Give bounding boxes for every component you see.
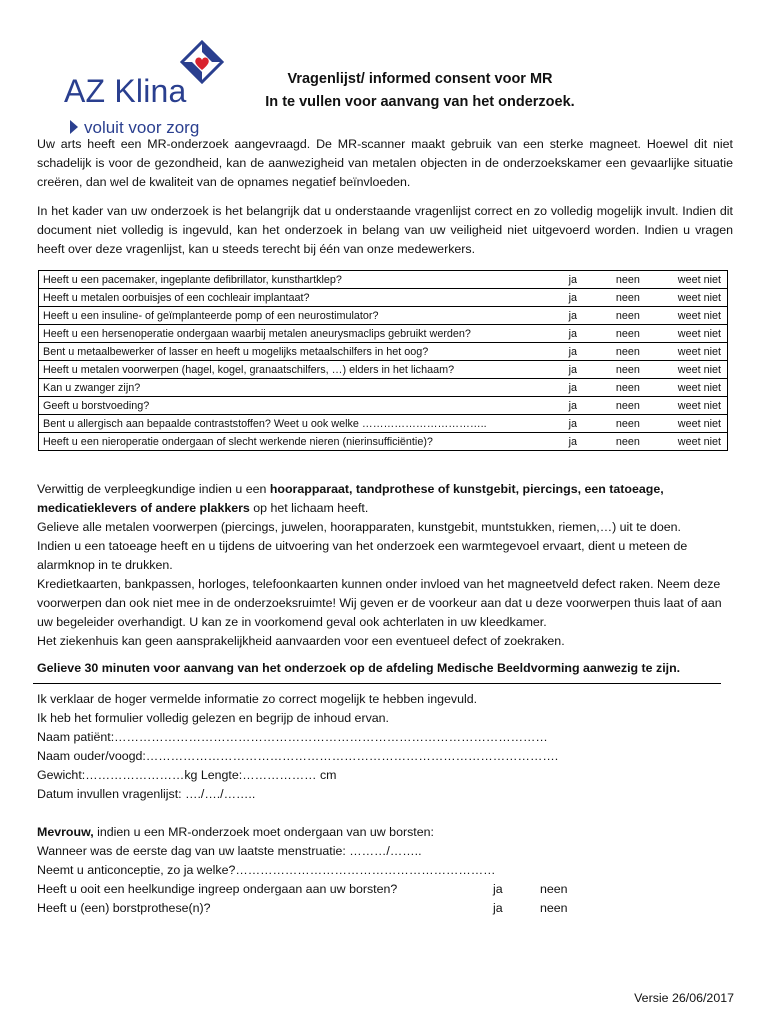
answer-ja[interactable]: ja — [545, 415, 600, 433]
question-text: Heeft u een hersenoperatie ondergaan waarbij metalen aneurysmaclips gebruikt werden? — [39, 325, 546, 343]
answer-ja[interactable]: ja — [545, 361, 600, 379]
surgery-question — [37, 880, 737, 899]
answer-neen[interactable]: neen — [600, 433, 655, 451]
answer-weet-niet[interactable]: weet niet — [656, 271, 728, 289]
answer-weet-niet[interactable]: weet niet — [656, 343, 728, 361]
answer-neen[interactable]: neen — [540, 901, 568, 915]
table-row — [39, 361, 728, 379]
declaration-block — [37, 690, 737, 804]
hospital-logo — [60, 40, 240, 137]
declaration-line-1: Ik verklaar de hoger vermelde informatie zo correct mogelijk te hebben ingevuld. — [37, 692, 478, 706]
question-text: Heeft u metalen voorwerpen (hagel, kogel, granaatschilfers, …) elders in het lichaam? — [39, 361, 546, 379]
logo-name: AZ Klina — [64, 73, 187, 109]
parent-name-field[interactable]: Naam ouder/voogd:………………………………………………………………………………………. — [37, 749, 559, 763]
logo-diamond-heart-icon — [180, 40, 224, 84]
question-text: Heeft u een insuline- of geïmplanteerde pomp of een neurostimulator? — [39, 307, 546, 325]
question-text: Heeft u een pacemaker, ingeplante defibrillator, kunsthartklep? — [39, 271, 546, 289]
answer-ja[interactable]: ja — [545, 325, 600, 343]
answer-neen[interactable]: neen — [600, 325, 655, 343]
table-row — [39, 271, 728, 289]
answer-neen[interactable]: neen — [600, 289, 655, 307]
question-text: Geeft u borstvoeding? — [39, 397, 546, 415]
table-row — [39, 433, 728, 451]
question-text: Bent u allergisch aan bepaalde contraststoffen? Weet u ook welke …………………………….. — [39, 415, 546, 433]
patient-name-field[interactable]: Naam patiënt:…………………………………………………………………………………………… — [37, 730, 548, 744]
arrival-note: Gelieve 30 minuten voor aanvang van het onderzoek op de afdeling Medische Beeldvorming aanwezig te zijn. — [37, 661, 681, 675]
answer-neen[interactable]: neen — [600, 361, 655, 379]
surgery-question-text: Heeft u ooit een heelkundige ingreep ondergaan aan uw borsten? — [37, 882, 398, 896]
answer-ja[interactable]: ja — [545, 397, 600, 415]
answer-ja[interactable]: ja — [545, 343, 600, 361]
menstruation-field[interactable]: Wanneer was de eerste dag van uw laatste menstruatie: ………/…….. — [37, 844, 422, 858]
intro-paragraph-2: In het kader van uw onderzoek is het belangrijk dat u onderstaande vragenlijst correct en zo volledig mogelijk invult. Indien dit document niet volledig is ingevuld, kan het onderzoek in belang van uw veiligheid niet uitgevoerd worden. Indien u vragen heeft over deze vragenlijst, kan u steeds terecht bij één van onze medewerkers. — [37, 204, 733, 256]
table-row — [39, 325, 728, 343]
table-row — [39, 343, 728, 361]
answer-weet-niet[interactable]: weet niet — [656, 307, 728, 325]
declaration-line-2: Ik heb het formulier volledig gelezen en begrijp de inhoud ervan. — [37, 711, 389, 725]
title-line-1: Vragenlijst/ informed consent voor MR — [287, 71, 553, 87]
women-intro-text: indien u een MR-onderzoek moet ondergaan van uw borsten: — [93, 825, 434, 839]
answer-ja[interactable]: ja — [545, 433, 600, 451]
logo-arrow-icon — [70, 120, 78, 134]
contraception-field[interactable]: Neemt u anticonceptie, zo ja welke?……………………………………………………… — [37, 863, 496, 877]
questionnaire-table — [38, 270, 728, 451]
page-title — [230, 68, 610, 114]
intro-paragraph-1: Uw arts heeft een MR-onderzoek aangevraagd. De MR-scanner maakt gebruik van een sterke magneet. Hoewel dit niet schadelijk is voor de gezondheid, kan de aanwezigheid van metalen objecten in de onderzoekskamer een gevaarlijke situatie creëren, dan wel de kwaliteit van de opnames negatief beïnvloeden. — [37, 137, 733, 189]
breast-mri-intro — [37, 823, 737, 842]
answer-weet-niet[interactable]: weet niet — [656, 289, 728, 307]
liability-line: Het ziekenhuis kan geen aansprakelijkheid aanvaarden voor een eventueel defect of zoekraken. — [37, 634, 565, 648]
version-label: Versie 26/06/2017 — [634, 991, 734, 1005]
answer-ja[interactable]: ja — [545, 307, 600, 325]
answer-weet-niet[interactable]: weet niet — [656, 325, 728, 343]
answer-neen[interactable]: neen — [600, 307, 655, 325]
answer-ja[interactable]: ja — [493, 901, 503, 915]
metal-objects-line: Gelieve alle metalen voorwerpen (piercings, juwelen, hoorapparaten, kunstgebit, muntstukken, riemen,…) uit te doen. — [37, 520, 681, 534]
table-row — [39, 397, 728, 415]
answer-neen[interactable]: neen — [540, 882, 568, 896]
answer-weet-niet[interactable]: weet niet — [656, 433, 728, 451]
table-row — [39, 379, 728, 397]
question-text: Heeft u metalen oorbuisjes of een cochleair implantaat? — [39, 289, 546, 307]
answer-weet-niet[interactable]: weet niet — [656, 379, 728, 397]
question-text: Bent u metaalbewerker of lasser en heeft u mogelijks metaalschilfers in het oog? — [39, 343, 546, 361]
tattoo-line: Indien u een tatoeage heeft en u tijdens de uitvoering van het onderzoek een warmtegevoel ervaart, dient u meteen de alarmknop in te drukken. — [37, 539, 688, 572]
answer-neen[interactable]: neen — [600, 415, 655, 433]
women-label: Mevrouw, — [37, 825, 94, 839]
prosthesis-question-text: Heeft u (een) borstprothese(n)? — [37, 901, 211, 915]
cards-line: Kredietkaarten, bankpassen, horloges, telefoonkaarten kunnen onder invloed van het magneetveld defect raken. Neem deze voorwerpen dan ook niet mee in de onderzoeksruimte! Wij geven er de voorkeur aan dat u deze voorwerpen thuis laat of aan uw begeleider overhandigt. U kan ze in voorkomend geval ook achterlaten in uw kleedkamer. — [37, 577, 722, 629]
table-row — [39, 289, 728, 307]
divider — [33, 683, 721, 684]
warning-prefix: Verwittig de verpleegkundige indien u een — [37, 482, 270, 496]
answer-neen[interactable]: neen — [600, 379, 655, 397]
answer-neen[interactable]: neen — [600, 397, 655, 415]
answer-ja[interactable]: ja — [545, 379, 600, 397]
warning-line — [37, 480, 733, 518]
weight-length-field[interactable]: Gewicht:……………………kg Lengte:……………… cm — [37, 768, 337, 782]
table-row — [39, 307, 728, 325]
question-text: Kan u zwanger zijn? — [39, 379, 546, 397]
answer-weet-niet[interactable]: weet niet — [656, 361, 728, 379]
warning-items: hoorapparaat, tandprothese of kunstgebit, piercings, een tatoeage, medicatieklevers of andere plakkers — [37, 482, 664, 515]
breast-mri-section — [37, 823, 737, 918]
answer-weet-niet[interactable]: weet niet — [656, 415, 728, 433]
table-row — [39, 415, 728, 433]
logo-tagline: voluit voor zorg — [84, 118, 200, 137]
answer-ja[interactable]: ja — [545, 289, 600, 307]
answer-ja[interactable]: ja — [545, 271, 600, 289]
prosthesis-question — [37, 899, 737, 918]
answer-ja[interactable]: ja — [493, 882, 503, 896]
date-field[interactable]: Datum invullen vragenlijst: …./…./…….. — [37, 787, 256, 801]
answer-neen[interactable]: neen — [600, 343, 655, 361]
question-text: Heeft u een nieroperatie ondergaan of slecht werkende nieren (nierinsufficiëntie)? — [39, 433, 546, 451]
warning-suffix: op het lichaam heeft. — [249, 501, 369, 515]
instructions-block — [37, 480, 733, 651]
title-line-2: In te vullen voor aanvang van het onderzoek. — [265, 94, 575, 110]
answer-weet-niet[interactable]: weet niet — [656, 397, 728, 415]
answer-neen[interactable]: neen — [600, 271, 655, 289]
